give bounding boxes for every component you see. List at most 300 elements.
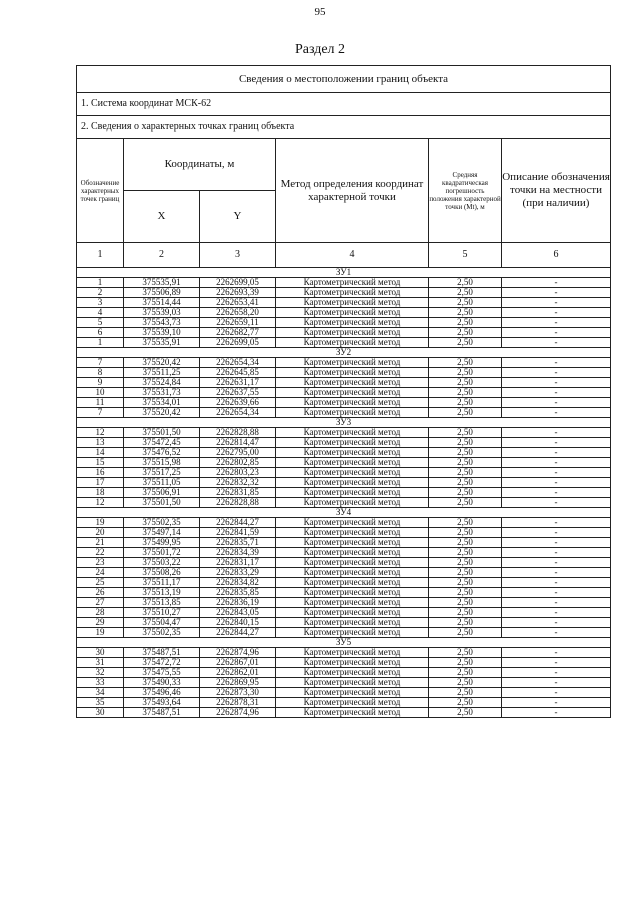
accuracy-cell: 2,50 [429,618,502,628]
table-row [77,318,611,328]
point-number-cell: 35 [77,698,124,708]
table-main-header: Сведения о местоположении границ объекта [77,66,611,93]
group-header: ЗУ4 [77,508,611,518]
accuracy-cell: 2,50 [429,278,502,288]
coord-y-cell: 2262835,85 [200,588,276,598]
coord-y-cell: 2262828,88 [200,428,276,438]
method-cell: Картометрический метод [276,618,429,628]
table-row [77,528,611,538]
coord-x-cell: 375514,44 [124,298,200,308]
accuracy-cell: 2,50 [429,318,502,328]
coord-y-cell: 2262654,34 [200,358,276,368]
method-cell: Картометрический метод [276,538,429,548]
coord-y-cell: 2262653,41 [200,298,276,308]
description-cell: - [502,628,611,638]
table-row [77,578,611,588]
column-number: 4 [276,243,429,268]
coord-y-cell: 2262693,39 [200,288,276,298]
table-row [77,398,611,408]
point-number-cell: 11 [77,398,124,408]
point-number-cell: 33 [77,678,124,688]
coord-y-cell: 2262639,66 [200,398,276,408]
coord-y-cell: 2262699,05 [200,338,276,348]
description-cell: - [502,388,611,398]
table-row [77,408,611,418]
coord-y-cell: 2262637,55 [200,388,276,398]
table-row [77,598,611,608]
coord-y-cell: 2262862,01 [200,668,276,678]
table-row [77,468,611,478]
header-accuracy: Средняя квадратическая погрешность положения характерной точки (Mt), м [429,139,502,243]
point-number-cell: 34 [77,688,124,698]
point-number-cell: 9 [77,378,124,388]
table-row [77,388,611,398]
accuracy-cell: 2,50 [429,478,502,488]
coord-y-cell: 2262832,32 [200,478,276,488]
table-row [77,488,611,498]
column-number: 1 [77,243,124,268]
method-cell: Картометрический метод [276,408,429,418]
coord-x-cell: 375508,26 [124,568,200,578]
method-cell: Картометрический метод [276,448,429,458]
point-number-cell: 8 [77,368,124,378]
method-cell: Картометрический метод [276,378,429,388]
accuracy-cell: 2,50 [429,518,502,528]
coord-y-cell: 2262814,47 [200,438,276,448]
accuracy-cell: 2,50 [429,668,502,678]
coordinate-system-label: 1. Система координат МСК-62 [77,93,611,116]
accuracy-cell: 2,50 [429,298,502,308]
coord-y-cell: 2262795,00 [200,448,276,458]
header-y: Y [200,191,276,243]
point-number-cell: 26 [77,588,124,598]
coord-x-cell: 375510,27 [124,608,200,618]
accuracy-cell: 2,50 [429,288,502,298]
coord-x-cell: 375502,35 [124,518,200,528]
point-number-cell: 27 [77,598,124,608]
coord-x-cell: 375490,33 [124,678,200,688]
coord-x-cell: 375497,14 [124,528,200,538]
points-info-label: 2. Сведения о характерных точках границ объекта [77,116,611,139]
coord-x-cell: 375487,51 [124,648,200,658]
description-cell: - [502,468,611,478]
table-row [77,608,611,618]
accuracy-cell: 2,50 [429,368,502,378]
table-row [77,548,611,558]
coord-y-cell: 2262654,34 [200,408,276,418]
column-number: 3 [200,243,276,268]
coord-y-cell: 2262841,59 [200,528,276,538]
coord-y-cell: 2262843,05 [200,608,276,618]
column-number: 6 [502,243,611,268]
table-row [77,308,611,318]
accuracy-cell: 2,50 [429,608,502,618]
accuracy-cell: 2,50 [429,488,502,498]
accuracy-cell: 2,50 [429,568,502,578]
point-number-cell: 14 [77,448,124,458]
table-row [77,438,611,448]
accuracy-cell: 2,50 [429,468,502,478]
method-cell: Картометрический метод [276,558,429,568]
coord-x-cell: 375506,89 [124,288,200,298]
method-cell: Картометрический метод [276,398,429,408]
group-header: ЗУ5 [77,638,611,648]
table-row [77,358,611,368]
accuracy-cell: 2,50 [429,438,502,448]
description-cell: - [502,338,611,348]
point-number-cell: 13 [77,438,124,448]
table-row [77,668,611,678]
point-number-cell: 10 [77,388,124,398]
coord-x-cell: 375476,52 [124,448,200,458]
description-cell: - [502,618,611,628]
method-cell: Картометрический метод [276,688,429,698]
accuracy-cell: 2,50 [429,448,502,458]
table-row [77,708,611,718]
accuracy-cell: 2,50 [429,428,502,438]
table-row [77,378,611,388]
coord-x-cell: 375503,22 [124,558,200,568]
point-number-cell: 7 [77,408,124,418]
method-cell: Картометрический метод [276,668,429,678]
page-number: 95 [314,6,326,18]
method-cell: Картометрический метод [276,368,429,378]
coord-y-cell: 2262682,77 [200,328,276,338]
coord-y-cell: 2262874,96 [200,648,276,658]
coord-x-cell: 375534,01 [124,398,200,408]
table-row [77,588,611,598]
table-row [77,518,611,528]
accuracy-cell: 2,50 [429,528,502,538]
point-number-cell: 23 [77,558,124,568]
method-cell: Картометрический метод [276,658,429,668]
table-row [77,658,611,668]
description-cell: - [502,668,611,678]
coord-x-cell: 375513,19 [124,588,200,598]
method-cell: Картометрический метод [276,278,429,288]
coord-y-cell: 2262844,27 [200,628,276,638]
accuracy-cell: 2,50 [429,648,502,658]
method-cell: Картометрический метод [276,318,429,328]
table-row [77,538,611,548]
point-number-cell: 19 [77,518,124,528]
coord-x-cell: 375496,46 [124,688,200,698]
point-number-cell: 5 [77,318,124,328]
table-row [77,498,611,508]
description-cell: - [502,368,611,378]
group-header: ЗУ3 [77,418,611,428]
table-row [77,448,611,458]
point-number-cell: 20 [77,528,124,538]
point-number-cell: 1 [77,278,124,288]
method-cell: Картометрический метод [276,388,429,398]
method-cell: Картометрический метод [276,578,429,588]
point-number-cell: 30 [77,708,124,718]
coord-x-cell: 375501,50 [124,428,200,438]
section-title: Раздел 2 [294,42,346,57]
header-coordinates: Координаты, м [124,139,276,191]
table-row [77,678,611,688]
coord-y-cell: 2262802,85 [200,458,276,468]
coord-y-cell: 2262659,11 [200,318,276,328]
accuracy-cell: 2,50 [429,578,502,588]
method-cell: Картометрический метод [276,568,429,578]
method-cell: Картометрический метод [276,488,429,498]
description-cell: - [502,578,611,588]
point-number-cell: 28 [77,608,124,618]
point-number-cell: 12 [77,428,124,438]
table-row [77,368,611,378]
method-cell: Картометрический метод [276,678,429,688]
coord-x-cell: 375502,35 [124,628,200,638]
description-cell: - [502,498,611,508]
accuracy-cell: 2,50 [429,388,502,398]
description-cell: - [502,698,611,708]
coord-x-cell: 375487,51 [124,708,200,718]
description-cell: - [502,588,611,598]
coord-x-cell: 375539,03 [124,308,200,318]
point-number-cell: 16 [77,468,124,478]
coord-x-cell: 375506,91 [124,488,200,498]
description-cell: - [502,308,611,318]
coord-y-cell: 2262803,23 [200,468,276,478]
coord-x-cell: 375472,72 [124,658,200,668]
description-cell: - [502,328,611,338]
description-cell: - [502,478,611,488]
coord-x-cell: 375504,47 [124,618,200,628]
accuracy-cell: 2,50 [429,598,502,608]
coord-x-cell: 375543,73 [124,318,200,328]
table-row [77,428,611,438]
point-number-cell: 21 [77,538,124,548]
method-cell: Картометрический метод [276,428,429,438]
accuracy-cell: 2,50 [429,628,502,638]
table-row [77,618,611,628]
method-cell: Картометрический метод [276,528,429,538]
boundary-table [76,65,611,718]
description-cell: - [502,298,611,308]
description-cell: - [502,708,611,718]
accuracy-cell: 2,50 [429,558,502,568]
point-number-cell: 31 [77,658,124,668]
coord-y-cell: 2262840,15 [200,618,276,628]
description-cell: - [502,598,611,608]
description-cell: - [502,608,611,618]
table-row [77,328,611,338]
coord-y-cell: 2262836,19 [200,598,276,608]
description-cell: - [502,678,611,688]
coord-y-cell: 2262645,85 [200,368,276,378]
description-cell: - [502,318,611,328]
coord-x-cell: 375511,25 [124,368,200,378]
description-cell: - [502,448,611,458]
accuracy-cell: 2,50 [429,378,502,388]
description-cell: - [502,278,611,288]
table-row [77,298,611,308]
table-row [77,338,611,348]
table-row [77,288,611,298]
method-cell: Картометрический метод [276,648,429,658]
method-cell: Картометрический метод [276,358,429,368]
coord-x-cell: 375517,25 [124,468,200,478]
description-cell: - [502,358,611,368]
column-number: 5 [429,243,502,268]
coord-x-cell: 375539,10 [124,328,200,338]
point-number-cell: 2 [77,288,124,298]
method-cell: Картометрический метод [276,468,429,478]
point-number-cell: 3 [77,298,124,308]
coord-y-cell: 2262874,96 [200,708,276,718]
method-cell: Картометрический метод [276,588,429,598]
point-number-cell: 18 [77,488,124,498]
method-cell: Картометрический метод [276,598,429,608]
coord-y-cell: 2262833,29 [200,568,276,578]
method-cell: Картометрический метод [276,458,429,468]
coord-x-cell: 375499,95 [124,538,200,548]
accuracy-cell: 2,50 [429,458,502,468]
method-cell: Картометрический метод [276,328,429,338]
coord-x-cell: 375513,85 [124,598,200,608]
point-number-cell: 7 [77,358,124,368]
method-cell: Картометрический метод [276,498,429,508]
coord-x-cell: 375511,17 [124,578,200,588]
accuracy-cell: 2,50 [429,538,502,548]
header-designation: Обозначение характерных точек границ [77,139,124,243]
point-number-cell: 30 [77,648,124,658]
coord-x-cell: 375531,73 [124,388,200,398]
coord-x-cell: 375520,42 [124,358,200,368]
coord-y-cell: 2262831,17 [200,558,276,568]
table-row [77,278,611,288]
method-cell: Картометрический метод [276,548,429,558]
point-number-cell: 1 [77,338,124,348]
description-cell: - [502,288,611,298]
accuracy-cell: 2,50 [429,698,502,708]
column-number: 2 [124,243,200,268]
coord-x-cell: 375501,72 [124,548,200,558]
description-cell: - [502,548,611,558]
table-row [77,458,611,468]
coord-x-cell: 375535,91 [124,338,200,348]
description-cell: - [502,518,611,528]
accuracy-cell: 2,50 [429,338,502,348]
coord-y-cell: 2262873,30 [200,688,276,698]
coord-y-cell: 2262834,82 [200,578,276,588]
description-cell: - [502,488,611,498]
description-cell: - [502,438,611,448]
point-number-cell: 4 [77,308,124,318]
point-number-cell: 17 [77,478,124,488]
accuracy-cell: 2,50 [429,688,502,698]
method-cell: Картометрический метод [276,298,429,308]
point-number-cell: 12 [77,498,124,508]
table-row [77,648,611,658]
accuracy-cell: 2,50 [429,328,502,338]
accuracy-cell: 2,50 [429,358,502,368]
method-cell: Картометрический метод [276,608,429,618]
description-cell: - [502,398,611,408]
point-number-cell: 29 [77,618,124,628]
group-header: ЗУ2 [77,348,611,358]
coord-x-cell: 375520,42 [124,408,200,418]
method-cell: Картометрический метод [276,308,429,318]
table-row [77,568,611,578]
accuracy-cell: 2,50 [429,398,502,408]
coord-x-cell: 375472,45 [124,438,200,448]
point-number-cell: 22 [77,548,124,558]
point-number-cell: 15 [77,458,124,468]
point-number-cell: 25 [77,578,124,588]
description-cell: - [502,648,611,658]
coord-y-cell: 2262699,05 [200,278,276,288]
coord-x-cell: 375535,91 [124,278,200,288]
method-cell: Картометрический метод [276,708,429,718]
method-cell: Картометрический метод [276,628,429,638]
accuracy-cell: 2,50 [429,498,502,508]
coord-x-cell: 375524,84 [124,378,200,388]
coord-y-cell: 2262835,71 [200,538,276,548]
coord-y-cell: 2262831,85 [200,488,276,498]
coord-x-cell: 375475,55 [124,668,200,678]
method-cell: Картометрический метод [276,338,429,348]
accuracy-cell: 2,50 [429,408,502,418]
description-cell: - [502,568,611,578]
table-row [77,478,611,488]
accuracy-cell: 2,50 [429,708,502,718]
description-cell: - [502,558,611,568]
description-cell: - [502,658,611,668]
method-cell: Картометрический метод [276,698,429,708]
table-row [77,698,611,708]
description-cell: - [502,688,611,698]
table-row [77,558,611,568]
coord-x-cell: 375493,64 [124,698,200,708]
point-number-cell: 6 [77,328,124,338]
accuracy-cell: 2,50 [429,308,502,318]
description-cell: - [502,378,611,388]
coord-y-cell: 2262844,27 [200,518,276,528]
coord-y-cell: 2262828,88 [200,498,276,508]
accuracy-cell: 2,50 [429,588,502,598]
point-number-cell: 24 [77,568,124,578]
accuracy-cell: 2,50 [429,548,502,558]
method-cell: Картометрический метод [276,478,429,488]
description-cell: - [502,428,611,438]
point-number-cell: 32 [77,668,124,678]
table-row [77,628,611,638]
coord-y-cell: 2262869,95 [200,678,276,688]
description-cell: - [502,528,611,538]
description-cell: - [502,538,611,548]
header-x: X [124,191,200,243]
accuracy-cell: 2,50 [429,658,502,668]
description-cell: - [502,458,611,468]
method-cell: Картометрический метод [276,518,429,528]
coord-x-cell: 375511,05 [124,478,200,488]
group-header: ЗУ1 [77,268,611,278]
accuracy-cell: 2,50 [429,678,502,688]
header-description: Описание обозначения точки на местности (при наличии) [502,139,611,243]
method-cell: Картометрический метод [276,288,429,298]
coord-x-cell: 375515,98 [124,458,200,468]
coord-y-cell: 2262878,31 [200,698,276,708]
header-method: Метод определения координат характерной точки [276,139,429,243]
point-number-cell: 19 [77,628,124,638]
coord-y-cell: 2262658,20 [200,308,276,318]
method-cell: Картометрический метод [276,438,429,448]
coord-y-cell: 2262834,39 [200,548,276,558]
coord-x-cell: 375501,50 [124,498,200,508]
